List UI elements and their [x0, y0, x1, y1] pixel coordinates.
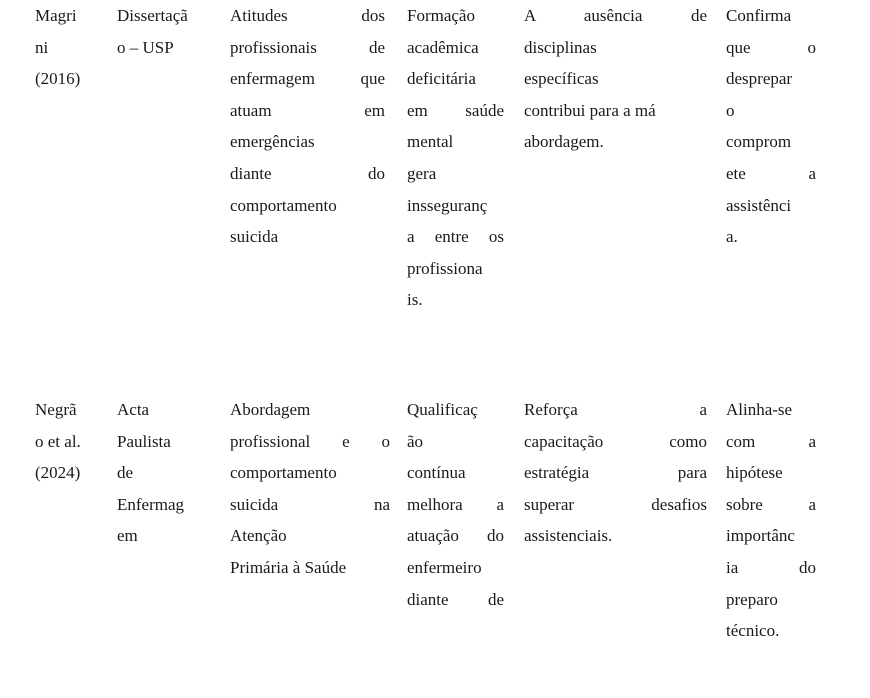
- row2-relation-line3: hipótese: [726, 463, 783, 483]
- row1-author: [35, 0, 85, 95]
- row1-source: [117, 0, 217, 63]
- row1-author-line3: (2016): [35, 69, 81, 89]
- row2-relation-line2: com a: [726, 431, 816, 451]
- row2-finding-line4: melhora a: [407, 494, 504, 514]
- row2-contribution-line3: estratégia para: [524, 463, 707, 483]
- row2-finding-line1: Qualificaç: [407, 400, 478, 419]
- row1-finding-line7: insseguranç: [407, 195, 488, 215]
- row2-title-line5: Atenção: [230, 526, 287, 546]
- row1-title-line8: suicida: [230, 227, 279, 247]
- row2-finding-line2: ão: [407, 431, 424, 451]
- row2-title-line6: Primária à Saúde: [230, 557, 347, 577]
- row2-contribution-line5: assistenciais.: [524, 526, 613, 546]
- row2-relation-line8: técnico.: [726, 621, 780, 641]
- row1-finding-line9: profissiona: [407, 258, 483, 278]
- row1-finding-line2: acadêmica: [407, 37, 479, 57]
- row2-relation-line7: preparo: [726, 589, 778, 609]
- row1-relation-line1: Confirma: [726, 6, 792, 25]
- row1-finding-line3: deficitária: [407, 69, 476, 89]
- row2-contribution-line2: capacitação como: [524, 431, 707, 451]
- row1-finding-line8: a entre os: [407, 227, 504, 247]
- row1-title-line4: atuam em: [230, 100, 385, 120]
- row1-title-line1: Atitudes dos: [230, 6, 385, 25]
- row1-relation-line4: o: [726, 100, 735, 120]
- row1-title-line3: enfermagem que: [230, 69, 385, 89]
- row2-author-line3: (2024): [35, 463, 81, 483]
- row1-relation-line3: desprepar: [726, 69, 793, 89]
- row1-author-line2: ni: [35, 37, 49, 57]
- row2-relation-line5: importânc: [726, 526, 795, 546]
- row2-title-line2: profissional e o: [230, 431, 390, 451]
- row2-contribution-line4: superar desafios: [524, 494, 707, 514]
- row2-contribution: [524, 394, 707, 552]
- row2-source: [117, 394, 217, 552]
- row1-relation-line6: ete a: [726, 163, 816, 183]
- row1-contribution-line1: A ausência de: [524, 6, 707, 25]
- row1-title-line2: profissionais de: [230, 37, 385, 57]
- row1-title-line5: emergências: [230, 132, 315, 152]
- row2-source-line4: Enfermag: [117, 494, 185, 514]
- row2-finding: [407, 394, 504, 615]
- row2-author-line2: o et al.: [35, 431, 81, 451]
- row2-source-line2: Paulista: [117, 431, 171, 451]
- row1-contribution-line4: contribui para a má: [524, 100, 656, 120]
- row1-relation-line7: assistênci: [726, 195, 792, 215]
- row1-author-line1: Magri: [35, 6, 77, 25]
- row2-title-line4: suicida na: [230, 494, 390, 514]
- row2-author: [35, 394, 100, 489]
- row2-finding-line5: atuação do: [407, 526, 504, 546]
- row2-contribution-line1: Reforça a: [524, 400, 707, 419]
- row1-contribution-line5: abordagem.: [524, 132, 604, 152]
- row1-title: [230, 0, 385, 253]
- row2-title: [230, 394, 390, 584]
- row2-relation-line6: ia do: [726, 557, 816, 577]
- row1-source-line1: Dissertaçã: [117, 6, 188, 25]
- row1-relation-line8: a.: [726, 227, 738, 247]
- row2-author-line1: Negrã: [35, 400, 77, 419]
- row2-title-line1: Abordagem: [230, 400, 311, 419]
- row1-title-line6: diante do: [230, 163, 385, 183]
- row2-finding-line3: contínua: [407, 463, 466, 483]
- row1-finding-line1: Formação: [407, 6, 475, 25]
- row2-source-line1: Acta: [117, 400, 150, 419]
- row1-finding-line10: is.: [407, 290, 423, 310]
- row1-relation-line5: comprom: [726, 132, 792, 152]
- row1-contribution-line3: específicas: [524, 69, 599, 89]
- row1-finding-line5: mental: [407, 132, 454, 152]
- row1-relation-line2: que o: [726, 37, 816, 57]
- row2-relation-line4: sobre a: [726, 494, 816, 514]
- row1-finding-line6: gera: [407, 163, 437, 183]
- row1-contribution: [524, 0, 707, 158]
- row2-relation: [726, 394, 816, 647]
- row2-relation-line1: Alinha-se: [726, 400, 793, 419]
- row1-title-line7: comportamento: [230, 195, 337, 215]
- row2-source-line5: em: [117, 526, 138, 546]
- row1-relation: [726, 0, 816, 253]
- row2-finding-line6: enfermeiro: [407, 557, 482, 577]
- row1-contribution-line2: disciplinas: [524, 37, 597, 57]
- row1-source-line2: o – USP: [117, 37, 174, 57]
- row1-finding: [407, 0, 504, 316]
- row2-finding-line7: diante de: [407, 589, 504, 609]
- row1-finding-line4: em saúde: [407, 100, 504, 120]
- row2-title-line3: comportamento: [230, 463, 337, 483]
- row2-source-line3: de: [117, 463, 134, 483]
